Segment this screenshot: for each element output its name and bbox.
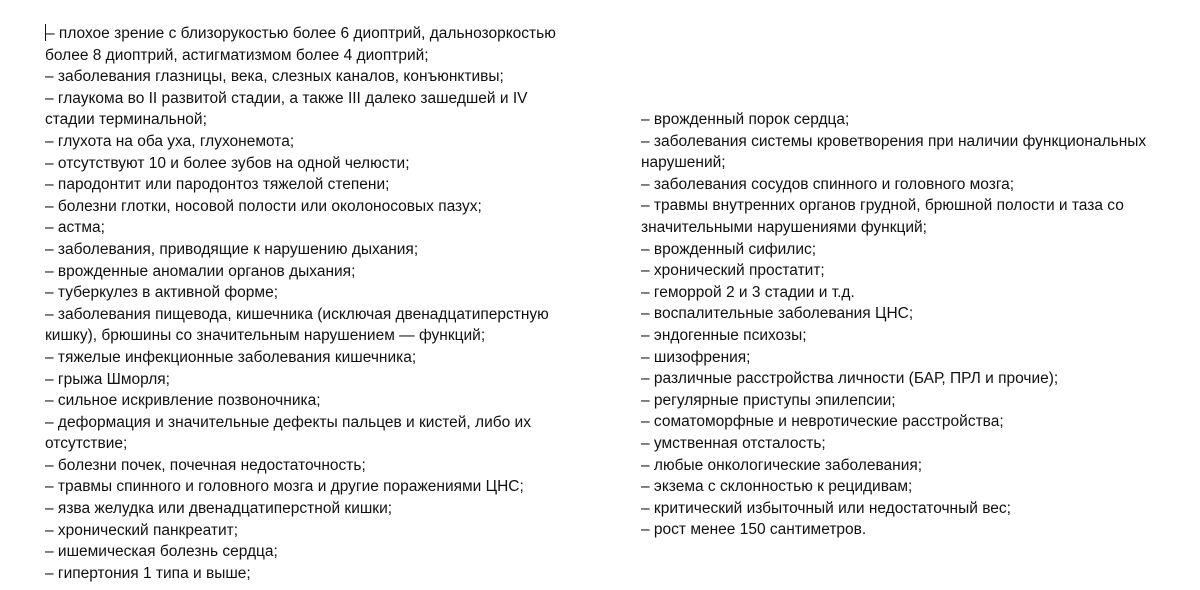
list-line: – гипертония 1 типа и выше; <box>45 564 251 582</box>
list-line: – пародонтит или пародонтоз тяжелой степени; <box>45 176 390 194</box>
list-line: – травмы внутренних органов грудной, брюшной полости и таза со <box>641 197 1124 215</box>
list-line: – геморрой 2 и 3 стадии и т.д. <box>641 283 855 301</box>
list-line: – врожденные аномалии органов дыхания; <box>45 262 356 280</box>
list-line: – заболевания системы кроветворения при наличии функциональных <box>641 132 1147 150</box>
list-line: – отсутствуют 10 и более зубов на одной челюсти; <box>45 154 410 172</box>
list-line: – деформация и значительные дефекты пальцев и кистей, либо их <box>45 413 531 431</box>
list-line: кишку), брюшины со значительным нарушением — функций; <box>45 327 486 345</box>
list-line: – туберкулез в активной форме; <box>45 284 278 302</box>
list-line: – заболевания пищевода, кишечника (исключая двенадцатиперстную <box>45 305 549 323</box>
list-line: – заболевания глазницы, века, слезных каналов, конъюнктивы; <box>45 68 504 86</box>
list-line: – астма; <box>45 219 105 237</box>
list-line: – критический избыточный или недостаточный вес; <box>641 499 1011 517</box>
list-line: – заболевания, приводящие к нарушению дыхания; <box>45 240 419 258</box>
list-line: – экзема с склонностью к рецидивам; <box>641 478 913 496</box>
right-column-list <box>641 109 1186 541</box>
list-line: – тяжелые инфекционные заболевания кишечника; <box>45 348 417 366</box>
list-line: – соматоморфные и невротические расстройства; <box>641 413 1004 431</box>
list-line: более 8 диоптрий, астигматизмом более 4 диоптрий; <box>45 46 429 64</box>
list-line: – хронический простатит; <box>641 262 825 280</box>
list-line: – регулярные приступы эпилепсии; <box>641 391 896 409</box>
list-line: – травмы спинного и головного мозга и другие поражениями ЦНС; <box>45 478 524 496</box>
list-line: – хронический панкреатит; <box>45 521 239 539</box>
list-line: нарушений; <box>641 154 726 172</box>
list-line: – глухота на оба уха, глухонемота; <box>45 132 295 150</box>
list-line: – сильное искривление позвоночника; <box>45 392 321 410</box>
list-line: – плохое зрение с близорукостью более 6 диоптрий, дальнозоркостью <box>46 25 556 42</box>
list-line: – язва желудка или двенадцатиперстной кишки; <box>45 500 393 518</box>
list-line: – заболевания сосудов спинного и головного мозга; <box>641 175 1015 193</box>
list-line: – любые онкологические заболевания; <box>641 456 923 474</box>
list-line: – ишемическая болезнь сердца; <box>45 543 278 561</box>
list-line: – грыжа Шморля; <box>45 370 170 388</box>
left-column-list <box>45 23 605 584</box>
list-line: – глаукома во II развитой стадии, а также III далеко зашедшей и IV <box>45 89 528 107</box>
list-line: – врожденный порок сердца; <box>641 111 850 128</box>
list-line: – воспалительные заболевания ЦНС; <box>641 305 914 323</box>
list-line: стадии терминальной; <box>45 111 207 129</box>
list-line: отсутствие; <box>45 435 128 453</box>
list-line: – рост менее 150 сантиметров. <box>641 521 867 539</box>
list-line: – шизофрения; <box>641 348 751 366</box>
list-line: – болезни почек, почечная недостаточность; <box>45 456 366 474</box>
list-line: – болезни глотки, носовой полости или околоносовых пазух; <box>45 197 482 215</box>
list-line: – врожденный сифилис; <box>641 240 817 258</box>
list-line: – эндогенные психозы; <box>641 326 807 344</box>
list-line: – умственная отсталость; <box>641 434 826 452</box>
list-line: – различные расстройства личности (БАР, ПРЛ и прочие); <box>641 370 1059 388</box>
list-line: значительными нарушениями функций; <box>641 218 927 236</box>
